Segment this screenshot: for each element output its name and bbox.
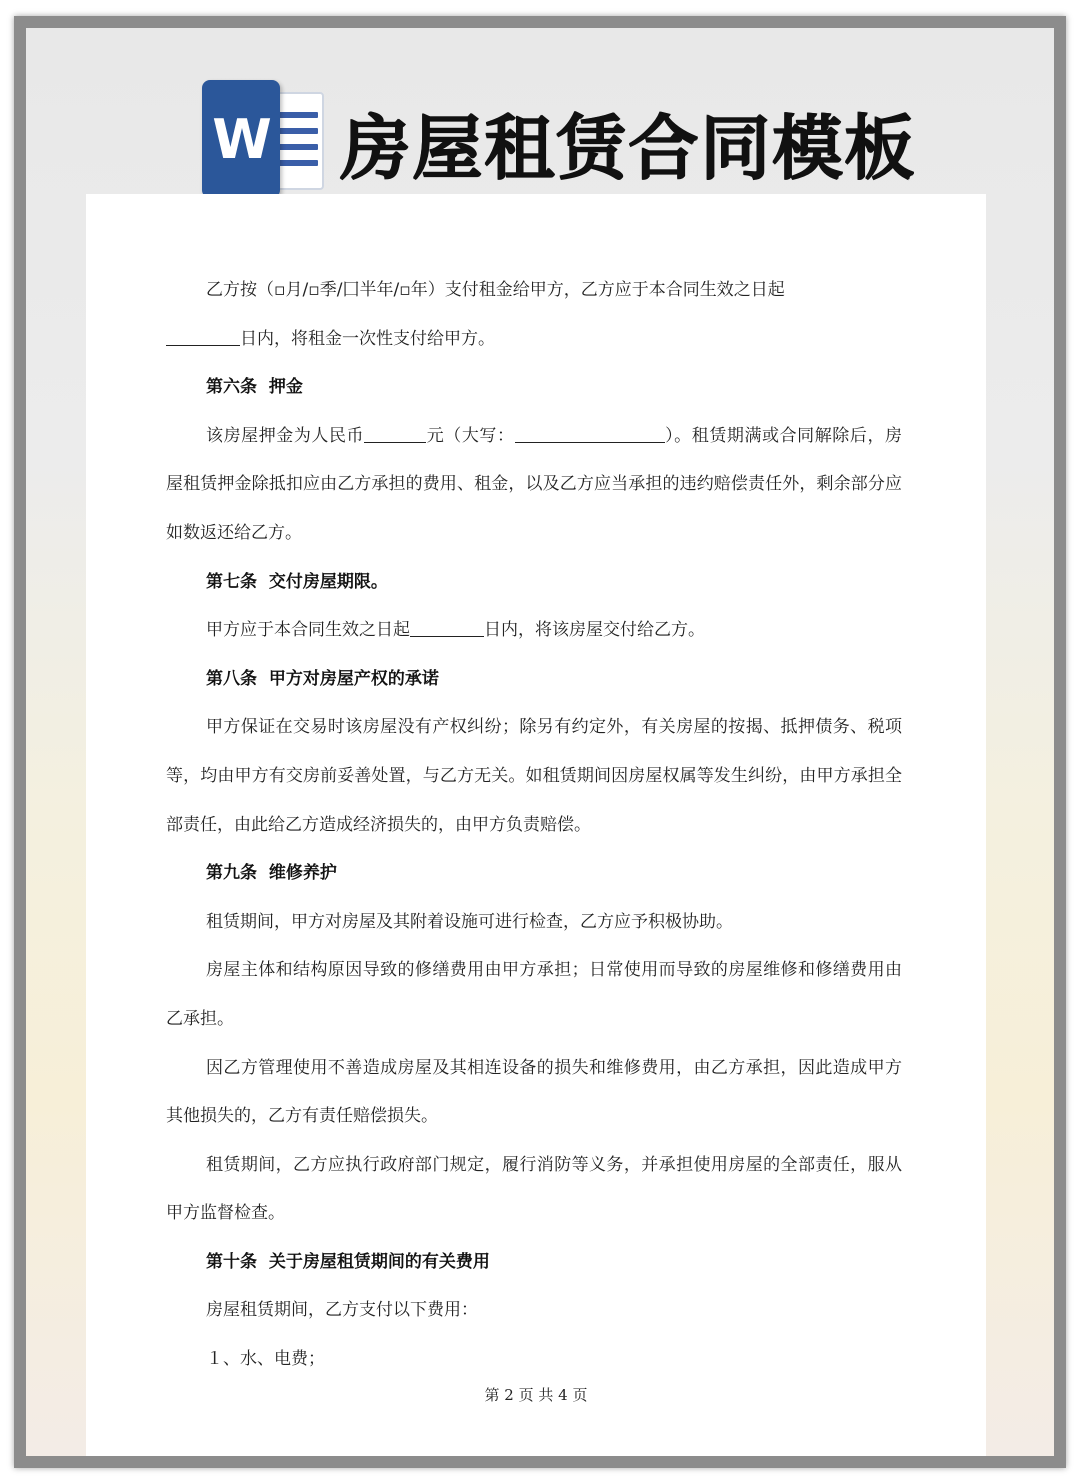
list-item: １、水、电费； bbox=[206, 1349, 325, 1370]
paragraph-damage: 因乙方管理使用不善造成房屋及其相连设备的损失和维修费用，由乙方承担，因此造成甲方其他损失的，乙方有责任赔偿损失。 bbox=[166, 1057, 902, 1127]
paragraph-fees: 房屋租赁期间，乙方支付以下费用： bbox=[206, 1300, 478, 1321]
paragraph-inspection: 租赁期间，甲方对房屋及其附着设施可进行检查，乙方应予积极协助。 bbox=[206, 911, 733, 932]
paragraph-ownership: 甲方保证在交易时该房屋没有产权纠纷；除另有约定外，有关房屋的按揭、抵押债务、税项等，均由甲方有交房前妥善处置，与乙方无关。如租赁期间因房屋权属等发生纠纷，由甲方承担全部责任，由此给乙方造成经济损失的，由甲方负责赔偿。 bbox=[166, 717, 902, 835]
word-icon-letter: W bbox=[202, 80, 280, 198]
paragraph-fire-safety: 租赁期间，乙方应执行政府部门规定，履行消防等义务，并承担使用房屋的全部责任，服从甲方监督检查。 bbox=[166, 1154, 902, 1224]
paragraph-text: 日内，将该房屋交付给乙方。 bbox=[484, 620, 705, 641]
paragraph-text: ）。租赁期满或合同解除后，房屋租赁押金除抵扣应由乙方承担的费用、租金，以及乙方应当承担的违约赔偿责任外，剩余部分应如数返还给乙方。 bbox=[166, 425, 903, 543]
paragraph-repair-cost: 房屋主体和结构原因导致的修缮费用由甲方承担；日常使用而导致的房屋维修和修缮费用由乙承担。 bbox=[166, 960, 902, 1029]
word-icon bbox=[202, 80, 326, 204]
paragraph-deposit bbox=[166, 412, 902, 558]
article-7-heading: 第七条 交付房屋期限。 bbox=[206, 571, 388, 592]
fill-blank bbox=[364, 425, 426, 443]
header bbox=[202, 80, 916, 204]
paragraph-rent-payment bbox=[166, 266, 902, 363]
article-8-heading: 第八条 甲方对房屋产权的承诺 bbox=[206, 668, 439, 689]
paragraph-text: 该房屋押金为人民币 bbox=[206, 425, 365, 446]
document-page bbox=[86, 194, 986, 1456]
paragraph-text: 甲方应于本合同生效之日起 bbox=[206, 620, 410, 641]
paragraph-text: 乙方按（▫月/▫季/囗半年/▫年）支付租金给甲方，乙方应于本合同生效之日起 bbox=[206, 280, 785, 300]
paragraph-text: 元（大写： bbox=[426, 425, 515, 446]
fill-blank bbox=[410, 619, 484, 637]
document-body bbox=[166, 266, 902, 1384]
article-9-heading: 第九条 维修养护 bbox=[206, 863, 337, 884]
fill-blank bbox=[166, 328, 240, 346]
fill-blank bbox=[515, 425, 665, 443]
paragraph-text: 日内，将租金一次性支付给甲方。 bbox=[240, 328, 495, 349]
article-6-heading: 第六条 押金 bbox=[206, 377, 303, 398]
page-number: 第 2 页 共 4 页 bbox=[484, 1386, 588, 1404]
page-title: 房屋租赁合同模板 bbox=[340, 106, 916, 189]
article-10-heading: 第十条 关于房屋租赁期间的有关费用 bbox=[206, 1251, 490, 1272]
paragraph-delivery bbox=[166, 606, 902, 655]
